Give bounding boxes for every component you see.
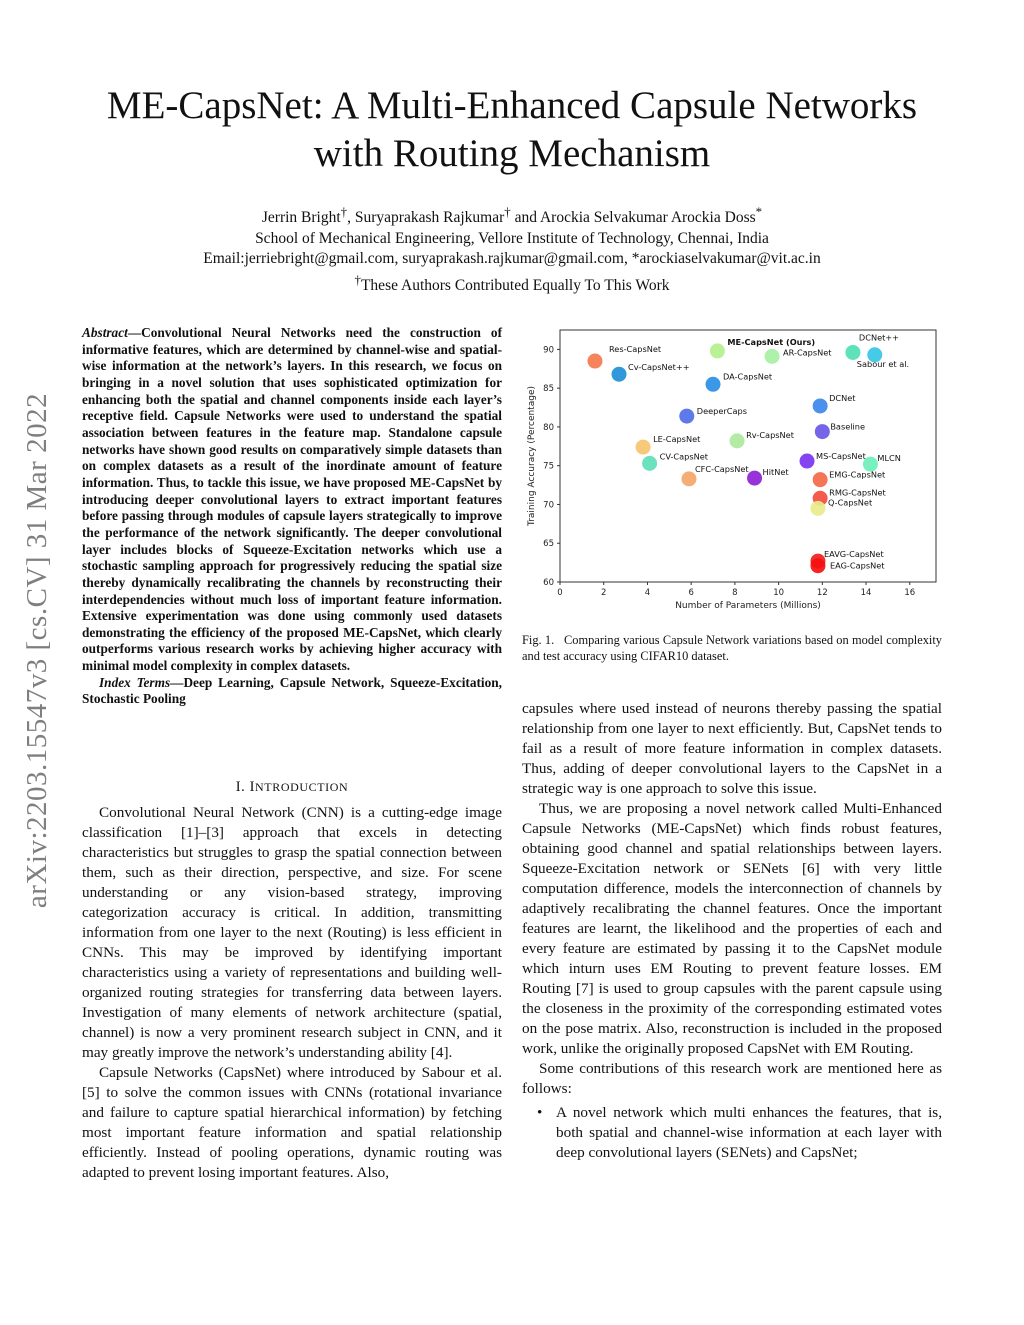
list-item: [522, 1103, 942, 1163]
arxiv-watermark: [14, 350, 62, 950]
x-tick-label: 16: [904, 588, 916, 598]
x-tick-label: 14: [860, 588, 872, 598]
y-tick-label: 85: [543, 384, 554, 395]
affiliation: School of Mechanical Engineering, Vellore Institute of Technology, Chennai, India: [255, 229, 769, 247]
data-point: [813, 398, 828, 413]
figure-1-scatter-chart: [522, 322, 942, 622]
data-label: Q-CapsNet: [827, 497, 873, 508]
paragraph-intro-3: capsules where used instead of neurons thereby passing the spatial relationship from one layer to next efficiently. But, CapsNet tends to fail as a result of more feature information in complex datasets. Thus, adding of deeper convolutional layers to the CapsNet in a strategic way is one approach to solve this issue.: [522, 700, 942, 797]
index-terms-label: Index Terms: [99, 674, 171, 690]
title-line-1: ME-CapsNet: A Multi-Enhanced Capsule Networks: [106, 84, 918, 127]
abstract-text: Convolutional Neural Networks need the construction of informative features, which are determined by channel-wise and spatial-wise information at the network’s layers. In this research, we focus on bringing in a novel solution that uses sophisticated optimization for enhancing both the spatial and channel components inside each layer’s receptive field. Capsule Networks were used to understand the spatial association between features in the feature map. Standalone capsule networks have shown good results on comparatively simple datasets than on complex datasets as a result of the inordinate amount of feature information. Thus, to tackle this issue, we have proposed ME-CapsNet by introducing deeper convolutional layers to extract important features before passing through modules of capsule layers strategically to improve the performance of the network significantly. The deeper convolutional layer includes blocks of Squeeze-Excitation networks which use a stochastic sampling approach for progressively reducing the spatial size thereby dynamically recalibrating the channels by reconstructing their interdependencies without much loss of important feature information. Extensive experimentation was done using commonly used datasets demonstrating the efficiency of the proposed ME-CapsNet, which clearly outperforms various research works by achieving higher accuracy with minimal model complexity in complex datasets.: [82, 325, 502, 674]
data-label: ME-CapsNet (Ours): [727, 336, 816, 347]
data-label: CV-CapsNet: [659, 451, 709, 462]
author-2: , Suryaprakash Rajkumar: [347, 209, 505, 227]
data-label: LE-CapsNet: [653, 434, 701, 445]
data-label: DCNet++: [858, 332, 900, 343]
x-tick-label: 2: [601, 588, 607, 598]
data-point: [642, 456, 657, 471]
scatter-plot: [522, 322, 942, 622]
data-label: Sabour et al.: [856, 358, 910, 369]
data-label: MS-CapsNet: [816, 451, 866, 462]
section-title-rest: NTRODUCTION: [255, 780, 349, 794]
figure-1-caption: [522, 632, 942, 664]
author-2-mark: †: [504, 204, 511, 219]
x-tick-label: 12: [816, 588, 828, 598]
right-column-body: [522, 699, 942, 1163]
data-point: [765, 349, 780, 364]
abstract: [82, 325, 502, 708]
equal-contribution-note: [60, 270, 964, 297]
author-3-mark: *: [755, 204, 763, 219]
data-point: [706, 377, 721, 392]
data-label: RMG-CapsNet: [829, 487, 886, 498]
data-point: [810, 558, 825, 573]
figure-caption-text: Comparing various Capsule Network variations based on model complexity and test accuracy using CIFAR10 dataset.: [522, 633, 942, 663]
y-tick-label: 75: [543, 461, 554, 472]
data-point: [813, 472, 828, 487]
section-title-initial: I: [249, 779, 256, 795]
x-tick-label: 4: [644, 588, 651, 598]
title-line-2: with Routing Mechanism: [313, 132, 711, 175]
abstract-label: Abstract: [82, 325, 128, 340]
list-item-text: A novel network which multi enhances the features, that is, both spatial and channel-wise information at each layer with deep convolutional layers (SENets) and CapsNet;: [556, 1104, 942, 1161]
paragraph-intro-5: Some contributions of this research work are mentioned here as follows:: [522, 1060, 942, 1097]
left-column-body: [82, 803, 502, 1183]
data-label: AR-CapsNet: [783, 347, 832, 358]
author-emails: Email:jerriebright@gmail.com, suryaprakash.rajkumar@gmail.com, *arockiaselvakumar@vit.ac.in: [203, 250, 821, 268]
paragraph-intro-1: Convolutional Neural Network (CNN) is a cutting-edge image classification [1]–[3] approach that excels in detecting characteristics but struggles to grasp the spatial connection between them, such as their direction, perspective, and size. For scene understanding or any vision-based strategy, improving categorization accuracy is critical. In addition, transmitting information from one layer to the next (Routing) is less efficient in CNNs. This may be improved by identifying important characteristics using a variety of representations and building well-organized routing strategies for transferring data between layers. Investigation of many elements of network architecture (spatial, channel) is now a very prominent research subject in CNN, and it may greatly improve the network’s understanding ability [4].: [82, 804, 502, 1061]
paragraph-intro-2: Capsule Networks (CapsNet) where introduced by Sabour et al. [5] to solve the common issues with CNNs (rotational invariance and failure to capture spatial hierarchical information) by fetching most important feature information and spatial relationship efficiently. Instead of pooling operations, dynamic routing was adapted to prevent losing important features. Also,: [82, 1064, 502, 1181]
contributions-list: [522, 1103, 942, 1163]
data-label: DeeperCaps: [696, 406, 747, 417]
data-label: Rv-CapsNet: [746, 429, 794, 440]
index-terms: Deep Learning, Capsule Network, Squeeze-Excitation, Stochastic Pooling: [82, 674, 502, 707]
data-label: MLCN: [877, 453, 901, 464]
paragraph-intro-4: Thus, we are proposing a novel network called Multi-Enhanced Capsule Networks (ME-CapsNet) which finds robust features, obtaining good channel and spatial relationships between layers. Squeeze-Excitation network or SENets [6] with very little computation difference, models the interconnection of channels by adaptively recalibrating the channel features. Once the important features are learnt, the likelihood and the properties of each and every feature are estimated by passing it to the CapsNet module which inturn uses EM Routing to prevent feature losses. EM Routing [7] is used to group capsules with the parent capsule using the closeness in the proximity of the corresponding estimated votes on the pose matrix. Also, reconstruction is included in the proposed work, unlike the originally proposed CapsNet with EM Routing.: [522, 800, 942, 1057]
data-point: [587, 354, 602, 369]
x-axis-label: Number of Parameters (Millions): [675, 601, 821, 611]
abstract-dash: —: [127, 325, 142, 340]
data-label: CFC-CapsNet: [694, 463, 749, 474]
data-label: EMG-CapsNet: [829, 469, 886, 480]
x-tick-label: 6: [688, 588, 694, 598]
x-tick-label: 0: [557, 588, 563, 598]
data-label: HitNet: [762, 467, 789, 478]
data-label: Res-CapsNet: [608, 344, 662, 355]
author-block: [60, 202, 964, 296]
equal-note-text: These Authors Contributed Equally To This Work: [360, 276, 670, 294]
y-tick-label: 60: [543, 578, 554, 588]
data-point: [730, 433, 745, 448]
data-point: [800, 454, 815, 469]
data-point: [810, 501, 825, 516]
data-label: Baseline: [830, 421, 866, 432]
y-tick-label: 90: [543, 345, 554, 356]
author-3: and Arockia Selvakumar Arockia Doss: [510, 209, 756, 227]
x-tick-label: 10: [773, 588, 785, 598]
data-point: [636, 440, 651, 455]
data-label: EAVG-CapsNet: [823, 549, 884, 560]
author-1: Jerrin Bright: [261, 209, 341, 227]
x-tick-label: 8: [732, 588, 738, 598]
data-label: EAG-CapsNet: [829, 560, 885, 571]
data-point: [845, 345, 860, 360]
y-axis-label: Training Accuracy (Percentage): [527, 386, 537, 526]
arxiv-id: arXiv:2203.15547v3 [cs.CV] 31 Mar 2022: [21, 392, 54, 908]
section-numeral: I.: [235, 779, 250, 795]
index-terms-dash: —: [170, 674, 184, 690]
paper-title: [60, 82, 964, 178]
data-point: [747, 471, 762, 486]
data-label: DCNet: [829, 392, 856, 403]
data-point: [815, 424, 830, 439]
data-label: Cv-CapsNet++: [628, 362, 690, 373]
equal-mark: †: [354, 271, 361, 287]
section-introduction-heading: [82, 779, 502, 796]
y-tick-label: 80: [543, 422, 554, 433]
author-list: [60, 202, 964, 229]
figure-label: Fig. 1.: [522, 633, 555, 647]
y-tick-label: 70: [543, 500, 554, 511]
bullet-icon: •: [537, 1104, 543, 1121]
author-1-mark: †: [340, 204, 348, 219]
data-point: [679, 409, 694, 424]
data-label: DA-CapsNet: [723, 371, 773, 382]
data-point: [710, 343, 725, 358]
data-point: [612, 367, 627, 382]
y-tick-label: 65: [543, 539, 554, 550]
